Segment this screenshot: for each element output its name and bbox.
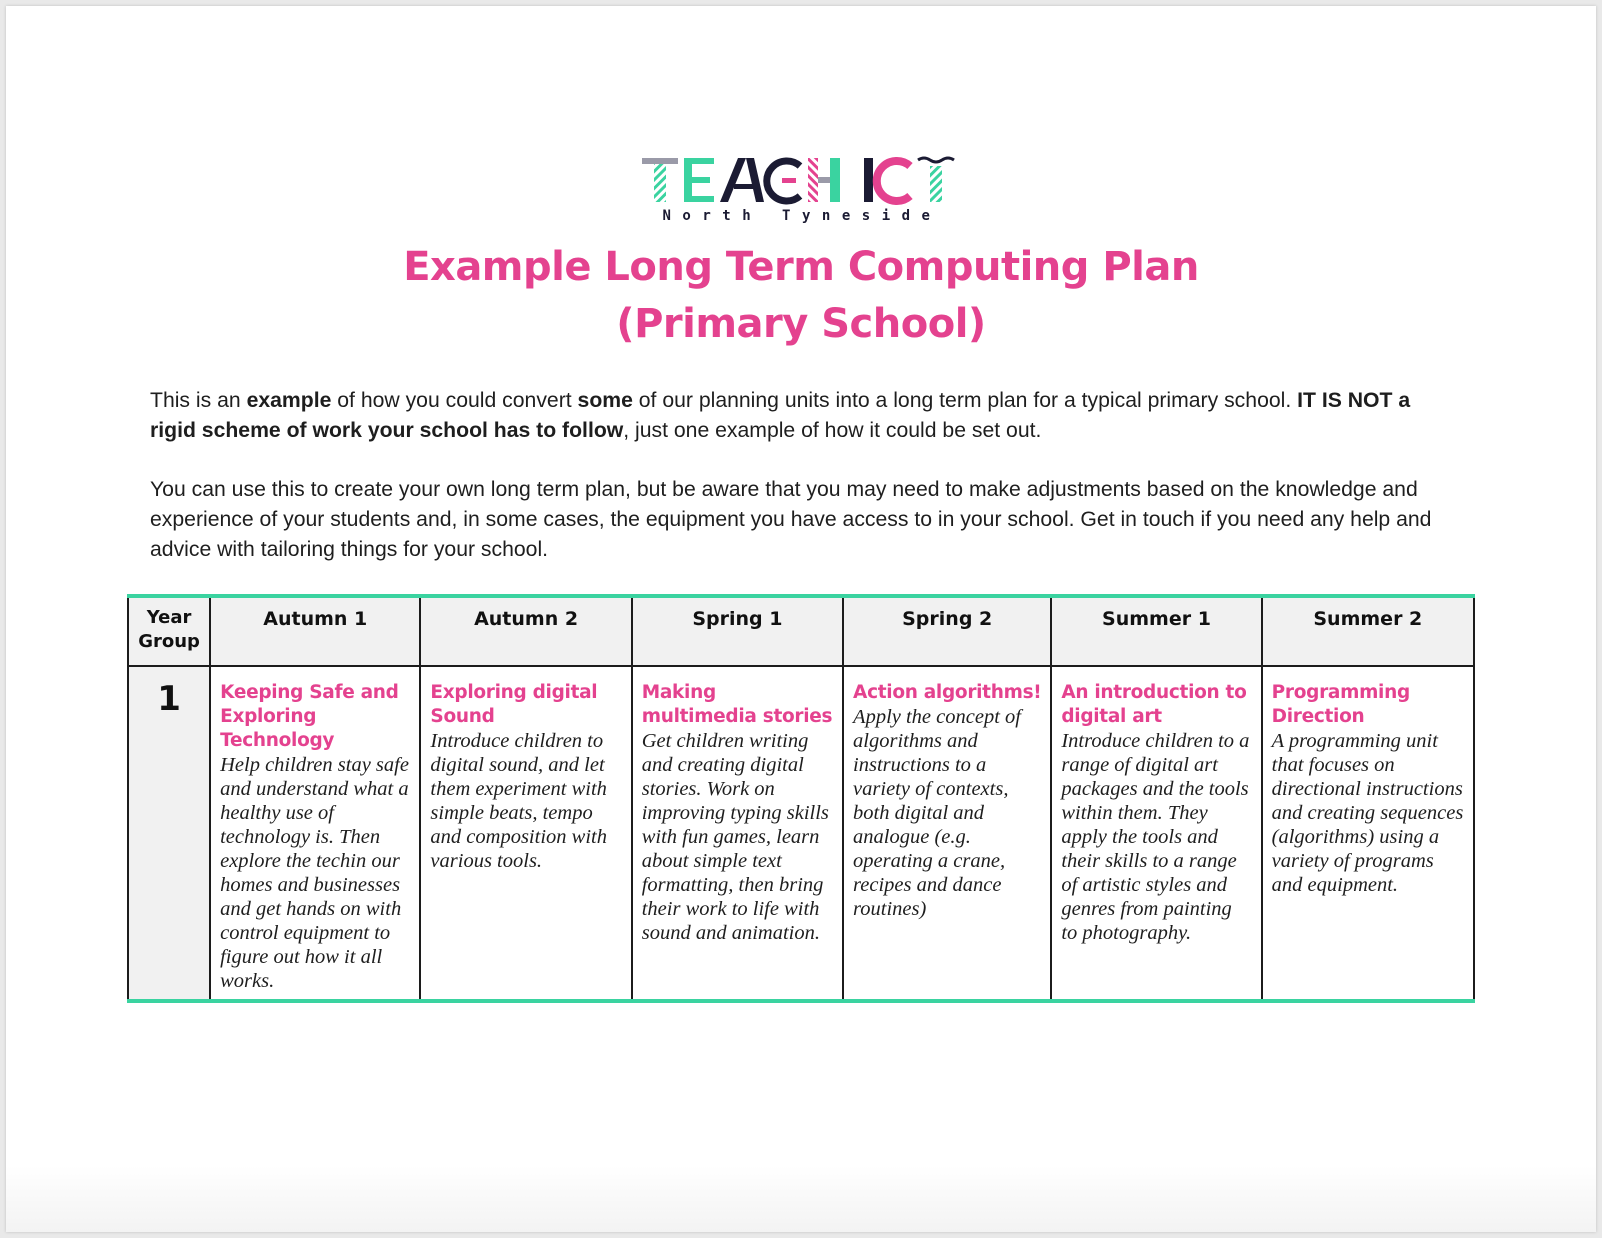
long-term-plan-table [127,594,1475,1003]
unit-description: Apply the concept of algorithms and instructions to a variety of contexts, both digital and analogue (e.g. operating a crane, recipes and dance routines) [853,706,1021,920]
intro-text: of how you could convert [331,389,578,412]
unit-cell [1262,666,1474,1001]
unit-description: Introduce children to a range of digital art packages and the tools within them. They apply the tools and their skills to a range of artistic styles and genres from painting to photography. [1061,730,1250,944]
page-title-line-2: (Primary School) [616,301,986,347]
header-term: Summer 2 [1262,596,1474,666]
table-header-row [128,596,1474,666]
unit-cell [1051,666,1261,1001]
header-year-group-line-1: Year [146,607,192,628]
logo-letter-c [767,161,800,201]
header-year-group-line-2: Group [138,631,200,652]
logo-letter-t2 [918,158,954,202]
header-term: Spring 1 [632,596,843,666]
unit-title: Programming Direction [1271,682,1410,727]
unit-title: Keeping Safe and Exploring Technology [220,682,399,751]
header-term: Autumn 1 [210,596,420,666]
teach-ict-wordmark [642,156,962,208]
header-year-group [128,596,210,666]
unit-description: A programming unit that focuses on directional instructions and creating sequences (algorithms) using a variety of programs and equipment. [1271,730,1464,896]
document-page [6,6,1596,1232]
logo-letter-a [720,158,764,202]
unit-description: Help children stay safe and understand what a healthy use of technology is. Then explore the techin our homes and businesses and get hands on with control equipment to figure out how it all works. [220,754,409,992]
unit-cell [632,666,843,1001]
unit-cell [843,666,1051,1001]
intro-paragraph-2: You can use this to create your own long term plan, but be aware that you may need to make adjustments based on the knowledge and experience of your students and, in some cases, the equipment you have access to in your school. Get in touch if you need any help and advice with tailoring things for your school. [150,478,1432,561]
logo-subtitle: North Tyneside [662,208,942,224]
header-term: Spring 2 [843,596,1051,666]
intro-bold-text: some [577,389,633,412]
intro-paragraph-1 [150,386,1440,446]
intro-text: of our planning units into a long term plan for a typical primary school. [632,389,1298,412]
header-term: Summer 1 [1051,596,1261,666]
unit-title: Making multimedia stories [641,682,833,727]
logo-letter-t [642,158,678,202]
logo-letter-e [684,158,714,202]
year-cell: 1 [128,666,210,1001]
intro-text: , just one example of how it could be set out. [623,419,1042,442]
unit-description: Introduce children to digital sound, and let them experiment with simple beats, tempo and composition with various tools. [430,730,607,872]
unit-description: Get children writing and creating digital stories. Work on improving typing skills with fun games, learn about simple text formatting, then bring their work to life with sound and animation. [641,730,829,944]
header-term: Autumn 2 [420,596,631,666]
page-title-line-1: Example Long Term Computing Plan [403,244,1199,290]
unit-title: Action algorithms! [853,682,1042,703]
unit-title: Exploring digital Sound [430,682,598,727]
unit-cell [420,666,631,1001]
intro-text: This is an [150,389,247,412]
unit-cell [210,666,420,1001]
intro-bold-text: example [246,389,332,412]
unit-title: An introduction to digital art [1061,682,1247,727]
logo-letter-i [864,158,873,202]
logo-letter-h [808,158,840,202]
logo-letter-c2 [877,161,910,201]
intro-bold-text: IT IS NOT a rigid scheme of work your school has to follow [150,389,1411,442]
table-row [128,666,1474,1001]
teach-ict-logo [642,156,962,228]
